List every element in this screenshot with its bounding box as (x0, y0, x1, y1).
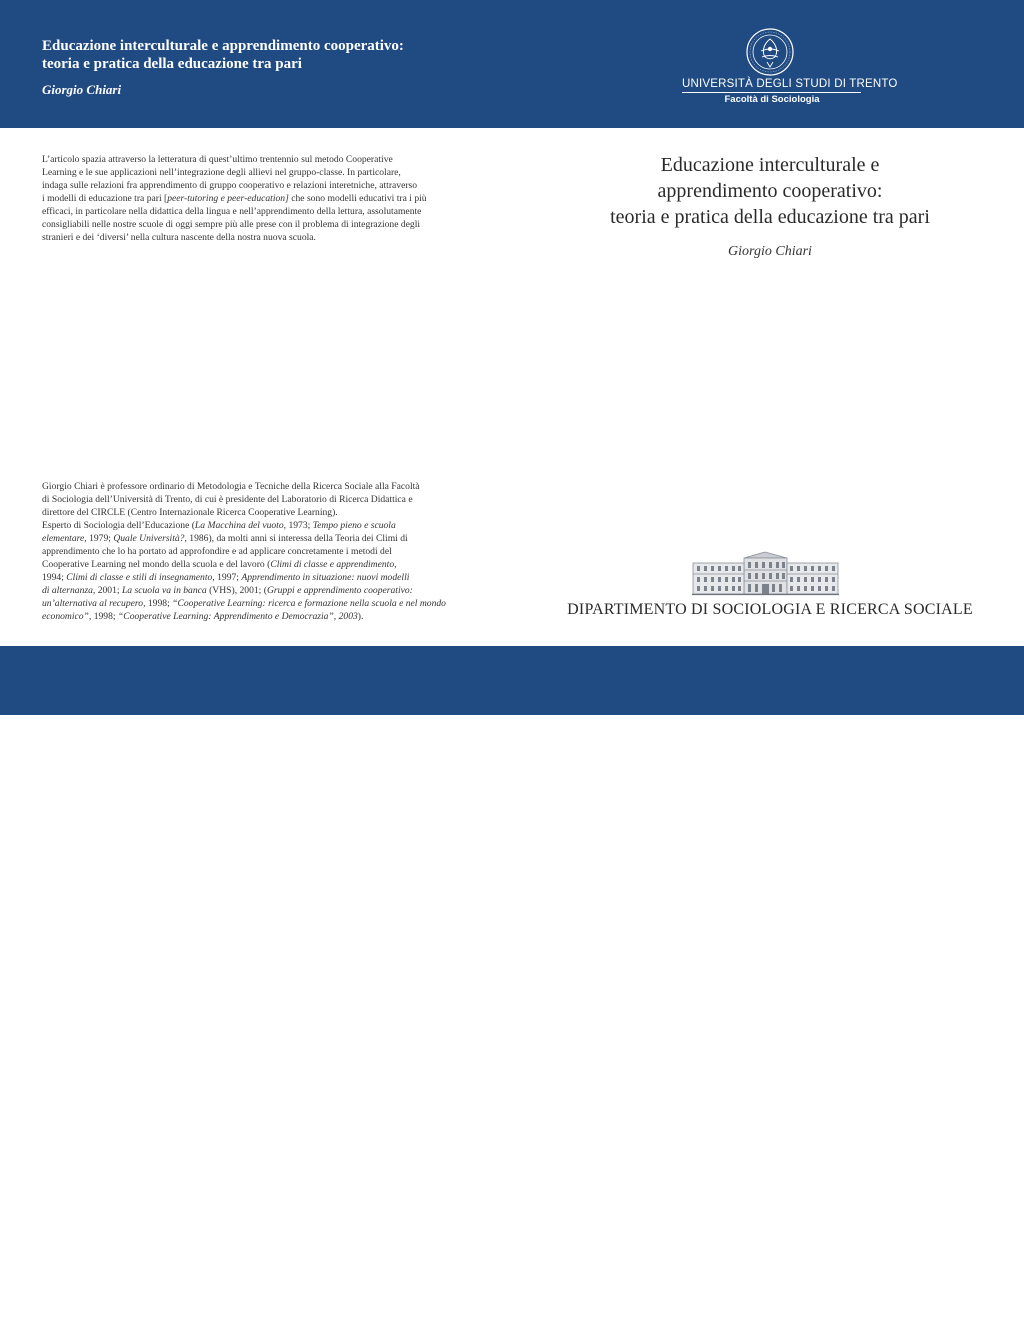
text-span: 1994; (42, 572, 67, 583)
abstract-line (42, 231, 462, 244)
bio-line (42, 610, 462, 623)
issn-label: ISSN 1828 - 955 X (384, 1319, 455, 1329)
bio-line (42, 532, 462, 545)
department-name: DIPARTIMENTO DI SOCIOLOGIA E RICERCA SOCIALE (567, 601, 973, 618)
bio-line (42, 493, 462, 506)
text-span: che sono modelli educativi tra i più (288, 193, 427, 204)
main-author: Giorgio Chiari (728, 244, 812, 259)
text-span: , 1979; (84, 533, 114, 544)
italic-text: economico” (42, 611, 89, 622)
university-name: UNIVERSITÀ DEGLI STUDI DI TRENTO (682, 78, 898, 90)
italic-text: Gruppi e apprendimento cooperativo: (266, 585, 413, 596)
text-span: , 1986), da molti anni si interessa della Teoria dei Climi di (184, 533, 408, 544)
text-span: di Sociologia dell’Università di Trento, di cui è presidente del Laboratorio di Ricerca Didattica e (42, 494, 413, 505)
bio-line (42, 506, 462, 519)
quaderno-label: QUADERNO 57 (731, 1321, 809, 1333)
text-span: direttore del CIRCLE (Centro Internazionale Ricerca Cooperative Learning). (42, 507, 338, 518)
italic-text: elementare (42, 533, 85, 544)
italic-text: un’alternativa al recupero (42, 598, 144, 609)
text-span: (VHS), 2001; ( (206, 585, 267, 596)
bio-line (42, 571, 462, 584)
cover-title-line-1: Educazione interculturale e apprendimento cooperativo: (42, 38, 404, 54)
text-span: ). (357, 611, 364, 622)
italic-text: peer-tutoring e peer-education] (167, 193, 289, 204)
bio-line (42, 545, 462, 558)
abstract-line (42, 205, 462, 218)
text-span: i modelli di educazione tra pari [ (42, 193, 168, 204)
text-span: Learning e le sue applicazioni nell’integrazione degli allievi nel gruppo-classe. In particolare, (42, 167, 401, 178)
text-span: Cooperative Learning nel mondo della scuola e del lavoro ( (42, 559, 271, 570)
text-span: , (394, 559, 397, 570)
abstract-line (42, 218, 462, 231)
text-span: efficaci, in particolare nella didattica della lingua e nell’apprendimento della lettura, assolutamente (42, 206, 422, 217)
italic-text: Climi di classe e stili di insegnamento (66, 572, 213, 583)
italic-text: Quale Università? (113, 533, 185, 544)
main-title-line-2: apprendimento cooperativo: (657, 180, 883, 202)
main-title (560, 152, 980, 230)
italic-text: “Cooperative Learning: ricerca e formazione nella scuola e nel mondo (172, 598, 446, 609)
text-span: Giorgio Chiari è professore ordinario di Metodologia e Tecniche della Ricerca Sociale alla Facoltà (42, 481, 420, 492)
bottom-banner (0, 646, 1024, 1333)
italic-text: La Macchina del vuoto (194, 520, 284, 531)
text-span: indaga sulle relazioni fra apprendimento di gruppo cooperativo e relazioni interetniche, attraverso (42, 180, 418, 191)
text-span: L’articolo spazia attraverso la letteratura di quest’ultimo trentennio sul metodo Cooperative (42, 154, 393, 165)
bio-line (42, 558, 462, 571)
bio-line (42, 519, 462, 532)
italic-text: “Cooperative Learning: Apprendimento e Democrazia”, 2003 (117, 611, 358, 622)
text-span: apprendimento che lo ha portato ad approfondire e ad applicare concretamente i metodi del (42, 546, 392, 557)
text-span: , 1997; (212, 572, 242, 583)
department-building-icon (692, 550, 839, 596)
italic-text: di alternanza (42, 585, 93, 596)
abstract-line (42, 192, 462, 205)
italic-text: Climi di classe e apprendimento (270, 559, 395, 570)
university-seal-icon (745, 27, 795, 77)
text-span: consigliabili nelle nostre scuole di oggi sempre più alle prese con il problema di integrazione degli (42, 219, 421, 230)
abstract (42, 153, 462, 244)
italic-text: La scuola va in banca (121, 585, 207, 596)
text-span: , 2001; (92, 585, 122, 596)
text-span: , 1998; (88, 611, 118, 622)
faculty-name: Facoltà di Sociologia (724, 94, 820, 105)
university-divider (682, 92, 861, 93)
bio-line (42, 597, 462, 610)
author-bio (42, 480, 462, 623)
top-banner (0, 0, 1024, 128)
cover-title-line-2: teoria e pratica della educazione tra pari (42, 56, 302, 72)
text-span: Esperto di Sociologia dell’Educazione ( (42, 520, 195, 531)
italic-text: Apprendimento in situazione: nuovi modelli (241, 572, 410, 583)
abstract-line (42, 153, 462, 166)
abstract-line (42, 179, 462, 192)
text-span: stranieri e dei ‘diversi’ nella cultura nascente della nostra nuova scuola. (42, 232, 316, 243)
main-title-line-3: teoria e pratica della educazione tra pari (610, 206, 930, 228)
abstract-line (42, 166, 462, 179)
text-span: , 1998; (143, 598, 173, 609)
main-title-line-1: Educazione interculturale e (660, 154, 880, 176)
bio-line (42, 480, 462, 493)
italic-text: Tempo pieno e scuola (312, 520, 396, 531)
text-span: , 1973; (283, 520, 313, 531)
cover-author: Giorgio Chiari (42, 82, 122, 97)
bio-line (42, 584, 462, 597)
cover-title (42, 37, 462, 73)
